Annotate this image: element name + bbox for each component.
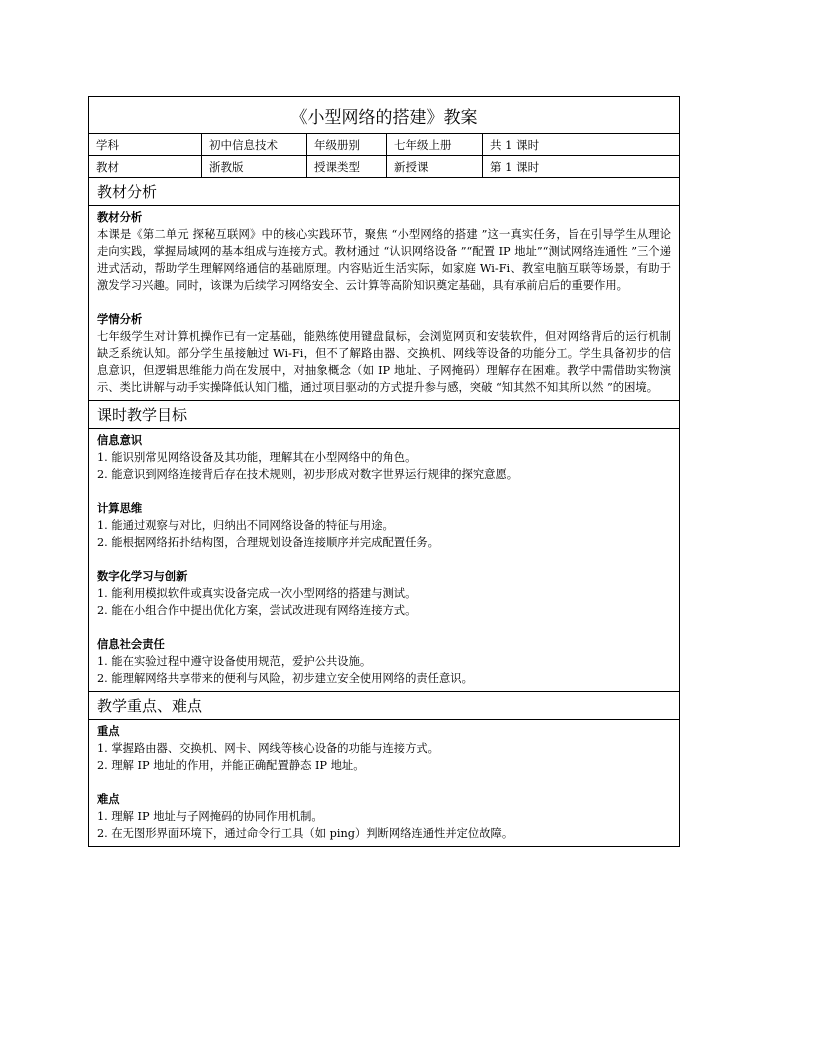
info-row-subject [89, 134, 679, 156]
objective-item: 1. 能通过观察与对比，归纳出不同网络设备的特征与用途。 [97, 519, 394, 532]
info-value-subject: 初中信息技术 [202, 134, 307, 155]
keypoint-group-title: 重点 [97, 724, 120, 738]
objective-group-title: 计算思维 [97, 501, 143, 515]
info-label-lesson-type: 授课类型 [307, 156, 387, 177]
info-row-textbook [89, 156, 679, 178]
subheading-material: 教材分析 [97, 210, 143, 224]
keypoint-item: 2. 在无图形界面环境下，通过命令行工具（如 ping）判断网络连通性并定位故障。 [97, 827, 514, 840]
info-label-grade: 年级册别 [307, 134, 387, 155]
objective-group-title: 信息意识 [97, 433, 143, 447]
objective-item: 1. 能利用模拟软件或真实设备完成一次小型网络的搭建与测试。 [97, 587, 417, 600]
lesson-plan-document [88, 96, 680, 847]
keypoint-item: 1. 理解 IP 地址与子网掩码的协同作用机制。 [97, 810, 323, 823]
section-heading-analysis: 教材分析 [89, 178, 679, 206]
subheading-learner: 学情分析 [97, 312, 143, 326]
objective-item: 1. 能在实验过程中遵守设备使用规范，爱护公共设施。 [97, 655, 372, 668]
info-value-textbook: 浙教版 [202, 156, 307, 177]
info-value-lesson-type: 新授课 [387, 156, 483, 177]
objective-item: 2. 能意识到网络连接背后存在技术规则，初步形成对数字世界运行规律的探究意愿。 [97, 468, 519, 481]
learner-analysis-text: 七年级学生对计算机操作已有一定基础，能熟练使用键盘鼠标，会浏览网页和安装软件，但对网络背后的运行机制缺乏系统认知。部分学生虽接触过 Wi-Fi，但不了解路由器、交换机、网线等设备的功能分工。学生具备初步的信息意识，但逻辑思维能力尚在发展中，对抽象概念（如 IP 地址、子网掩码）理解存在困难。教学中需借助实物演示、类比讲解与动手实操降低认知门槛，通过项目驱动的方式提升参与感，突破 “知其然不知其所以然 ”的困境。 [97, 330, 671, 394]
section-body-objectives [89, 429, 679, 692]
objective-item: 2. 能理解网络共享带来的便利与风险，初步建立安全使用网络的责任意识。 [97, 672, 473, 685]
document-title: 《小型网络的搭建》教案 [89, 97, 679, 134]
material-analysis-text: 本课是《第二单元 探秘互联网》中的核心实践环节，聚焦 “小型网络的搭建 ”这一真实任务，旨在引导学生从理论走向实践，掌握局域网的基本组成与连接方式。教材通过 “认识网络设备 ”“配置 IP 地址”“测试网络连通性 ”三个递进式活动，帮助学生理解网络通信的基础原理。内容贴近生活实际，如家庭 Wi-Fi、教室电脑互联等场景，有助于激发学习兴趣。同时，该课为后续学习网络安全、云计算等高阶知识奠定基础，具有承前启后的重要作用。 [97, 228, 671, 292]
objective-item: 1. 能识别常见网络设备及其功能，理解其在小型网络中的角色。 [97, 451, 417, 464]
info-value-grade: 七年级上册 [387, 134, 483, 155]
section-heading-objectives: 课时教学目标 [89, 401, 679, 429]
info-label-subject: 学科 [89, 134, 202, 155]
keypoint-group-title: 难点 [97, 792, 120, 806]
info-label-textbook: 教材 [89, 156, 202, 177]
objective-group-title: 数字化学习与创新 [97, 569, 188, 583]
section-heading-keypoints: 教学重点、难点 [89, 692, 679, 720]
keypoint-item: 1. 掌握路由器、交换机、网卡、网线等核心设备的功能与连接方式。 [97, 742, 439, 755]
objective-group-title: 信息社会责任 [97, 637, 165, 651]
keypoint-item: 2. 理解 IP 地址的作用，并能正确配置静态 IP 地址。 [97, 759, 365, 772]
section-body-keypoints [89, 720, 679, 846]
section-body-analysis [89, 206, 679, 401]
info-value-total-periods: 共 1 课时 [490, 137, 540, 152]
objective-item: 2. 能在小组合作中提出优化方案，尝试改进现有网络连接方式。 [97, 604, 417, 617]
info-value-period: 第 1 课时 [490, 159, 540, 174]
objective-item: 2. 能根据网络拓扑结构图，合理规划设备连接顺序并完成配置任务。 [97, 536, 439, 549]
